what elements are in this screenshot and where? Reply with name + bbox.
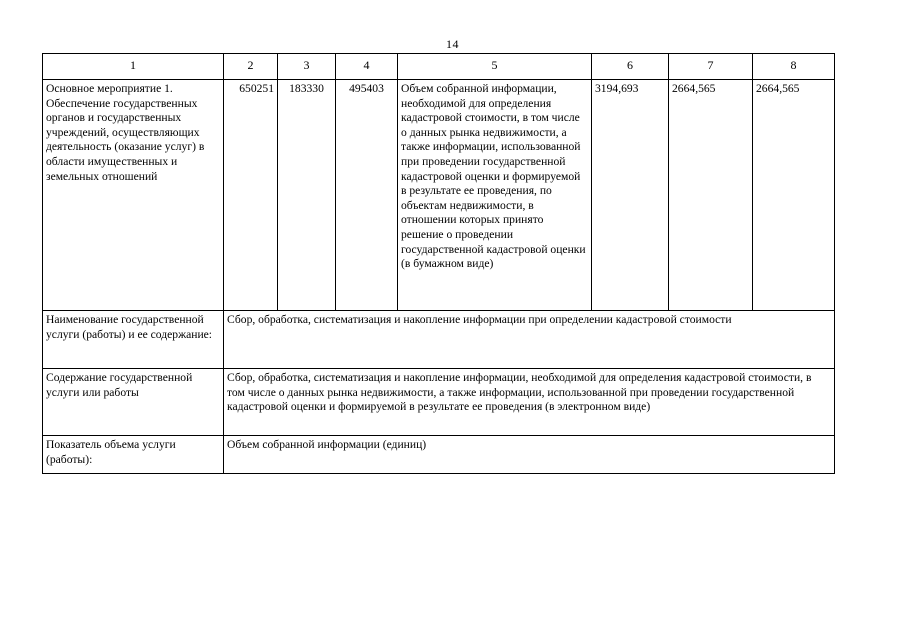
col8-value-cell: 2664,565 xyxy=(753,80,835,311)
column-header-5: 5 xyxy=(398,54,592,80)
table-header-row xyxy=(43,54,835,80)
indicator-description-cell: Объем собранной информации, необходимой для определения кадастровой стоимости, в том числе о данных рынка недвижимости, а также информации, использованной при проведении государственной кадастровой оценки и формируемой в результате ее проведения, по объектам недвижимости, в отношении которых принято решение о проведении государственной кадастровой оценки (в бумажном виде) xyxy=(398,80,592,311)
column-header-3: 3 xyxy=(278,54,336,80)
table-row-main-activity xyxy=(43,80,835,311)
row-value-cell: Сбор, обработка, систематизация и накопление информации при определении кадастровой стоимости xyxy=(224,311,835,369)
table-row-service-name xyxy=(43,311,835,369)
row-value-cell: Объем собранной информации (единиц) xyxy=(224,436,835,474)
page-number: 14 xyxy=(446,37,459,51)
col6-value-cell: 3194,693 xyxy=(592,80,669,311)
col4-value-cell: 495403 xyxy=(336,80,398,311)
column-header-7: 7 xyxy=(669,54,753,80)
row-value-cell: Сбор, обработка, систематизация и накопление информации, необходимой для определения кадастровой стоимости, в том числе о данных рынка недвижимости, а также информации, использованной при проведении государственной кадастровой оценки и формируемой в результате ее проведения (в электронном виде) xyxy=(224,369,835,436)
col2-value-cell: 650251 xyxy=(224,80,278,311)
column-header-8: 8 xyxy=(753,54,835,80)
row-label-cell: Наименование государственной услуги (работы) и ее содержание: xyxy=(43,311,224,369)
column-header-1: 1 xyxy=(43,54,224,80)
activity-name-cell: Основное мероприятие 1. Обеспечение государственных органов и государственных учреждений, осуществляющих деятельность (оказание услуг) в области имущественных и земельных отношений xyxy=(43,80,224,311)
table-row-service-content xyxy=(43,369,835,436)
column-header-6: 6 xyxy=(592,54,669,80)
row-label-cell: Показатель объема услуги (работы): xyxy=(43,436,224,474)
row-label-cell: Содержание государственной услуги или работы xyxy=(43,369,224,436)
table-row-volume-indicator xyxy=(43,436,835,474)
col7-value-cell: 2664,565 xyxy=(669,80,753,311)
col3-value-cell: 183330 xyxy=(278,80,336,311)
column-header-4: 4 xyxy=(336,54,398,80)
document-table xyxy=(42,53,835,474)
column-header-2: 2 xyxy=(224,54,278,80)
